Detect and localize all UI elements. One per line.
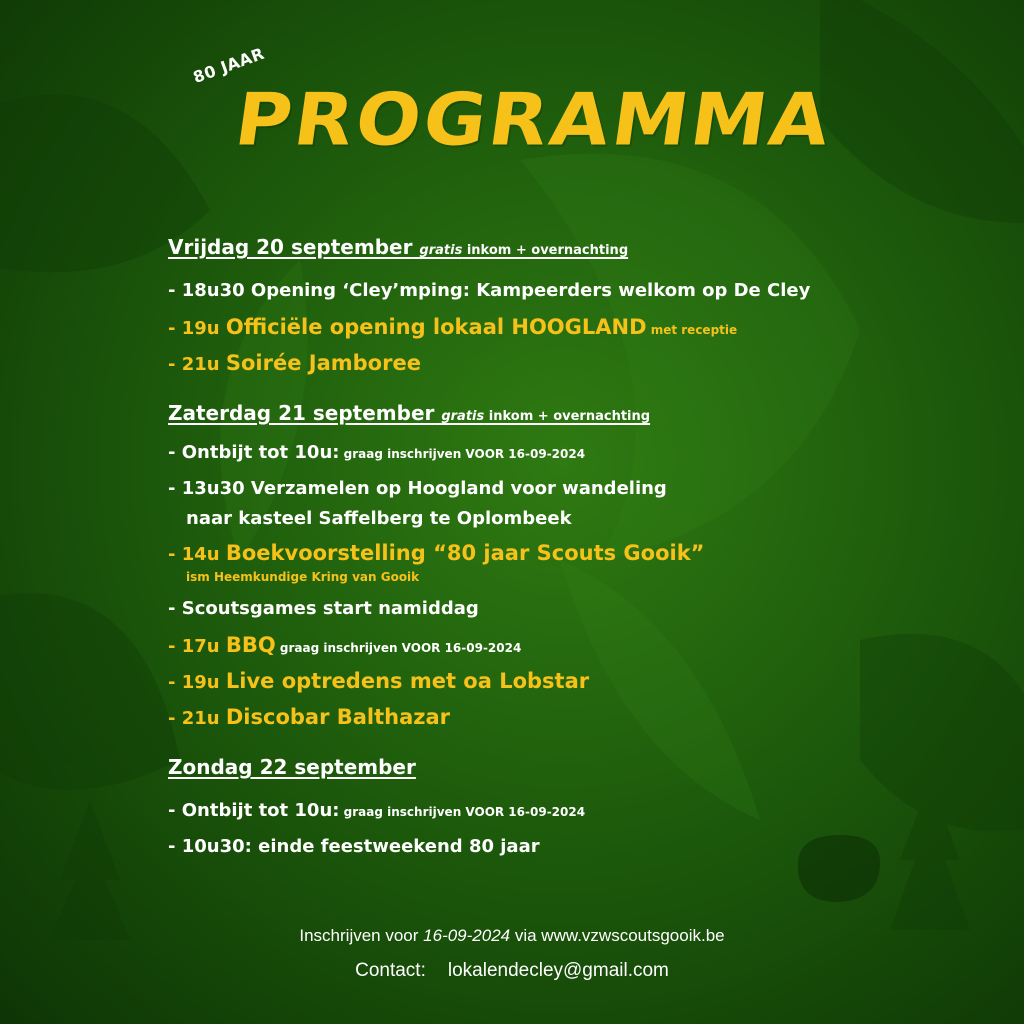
- program-item: [168, 474, 928, 504]
- item-text-line2: naar kasteel Saffelberg te Oplombeek: [186, 508, 572, 529]
- item-text: BBQ: [225, 633, 276, 657]
- item-extra: graag inschrijven VOOR 16-09-2024: [339, 447, 586, 461]
- program-item: [168, 438, 928, 468]
- day-note-text: inkom + overnachting: [462, 243, 629, 258]
- page-title: PROGRAMMA: [230, 77, 838, 162]
- item-text: Boekvoorstelling “80 jaar Scouts Gooik”: [225, 541, 705, 565]
- header: [0, 0, 1024, 200]
- program-item: [168, 666, 928, 696]
- item-text: Officiële opening lokaal HOOGLAND: [225, 315, 647, 339]
- program-item: [168, 276, 928, 306]
- item-text: 10u30: einde feestweekend 80 jaar: [181, 836, 540, 857]
- item-text: Opening ‘Cley’mping: Kampeerders welkom op De Cley: [250, 280, 811, 301]
- program-item-sub: [168, 568, 928, 586]
- register-date: 16-09-2024: [423, 926, 511, 945]
- program-item-continued: [168, 504, 928, 534]
- program-item: [168, 594, 928, 624]
- item-time: - 21u: [168, 354, 226, 375]
- anniversary-badge: 80 JAAR: [190, 43, 267, 87]
- item-extra: met receptie: [646, 323, 738, 337]
- contact-line: [0, 954, 1024, 988]
- footer: [0, 922, 1024, 988]
- item-text: Ontbijt tot 10u:: [181, 800, 340, 821]
- day-title: Zaterdag 21 september: [168, 401, 435, 425]
- item-time: - 14u: [168, 544, 226, 565]
- item-text: Scoutsgames start namiddag: [181, 598, 479, 619]
- item-extra: graag inschrijven VOOR 16-09-2024: [275, 641, 522, 655]
- day-note-text: inkom + overnachting: [484, 409, 651, 424]
- program-item: [168, 312, 928, 342]
- day-title: Zondag 22 september: [168, 755, 416, 779]
- item-time: - 19u: [168, 318, 226, 339]
- item-text: Ontbijt tot 10u:: [181, 442, 340, 463]
- register-line: [0, 922, 1024, 950]
- item-time: - 21u: [168, 708, 226, 729]
- program-item: [168, 832, 928, 862]
- item-time: - 18u30: [168, 280, 251, 301]
- item-time: - 13u30: [168, 478, 251, 499]
- item-text: Verzamelen op Hoogland voor wandeling: [250, 478, 667, 499]
- day-note: [419, 243, 628, 258]
- item-time: - 17u: [168, 636, 226, 657]
- program-item: [168, 702, 928, 732]
- item-time: -: [168, 598, 182, 619]
- item-time: -: [168, 800, 182, 821]
- item-text: Soirée Jamboree: [225, 351, 421, 375]
- item-extra: graag inschrijven VOOR 16-09-2024: [339, 805, 586, 819]
- contact-label: Contact:: [355, 960, 426, 981]
- item-time: -: [168, 442, 182, 463]
- day-title: Vrijdag 20 september: [168, 235, 413, 259]
- item-text: Live optredens met oa Lobstar: [225, 669, 590, 693]
- item-text: Discobar Balthazar: [225, 705, 451, 729]
- register-prefix: Inschrijven voor: [299, 926, 424, 945]
- day-heading-saturday: [168, 398, 928, 428]
- item-sub: ism Heemkundige Kring van Gooik: [186, 570, 420, 584]
- program-item: [168, 538, 928, 568]
- program-item: [168, 348, 928, 378]
- contact-email: lokalendecley@gmail.com: [447, 960, 669, 981]
- day-note: [441, 409, 650, 424]
- program-item: [168, 796, 928, 826]
- program-item: [168, 630, 928, 660]
- day-note-gratis: gratis: [419, 243, 463, 258]
- register-website: via www.vzwscoutsgooik.be: [510, 926, 725, 945]
- program-list: [168, 232, 928, 862]
- day-note-gratis: gratis: [441, 409, 485, 424]
- item-time: - 19u: [168, 672, 226, 693]
- item-time: -: [168, 836, 182, 857]
- day-heading-friday: [168, 232, 928, 262]
- day-heading-sunday: [168, 752, 928, 782]
